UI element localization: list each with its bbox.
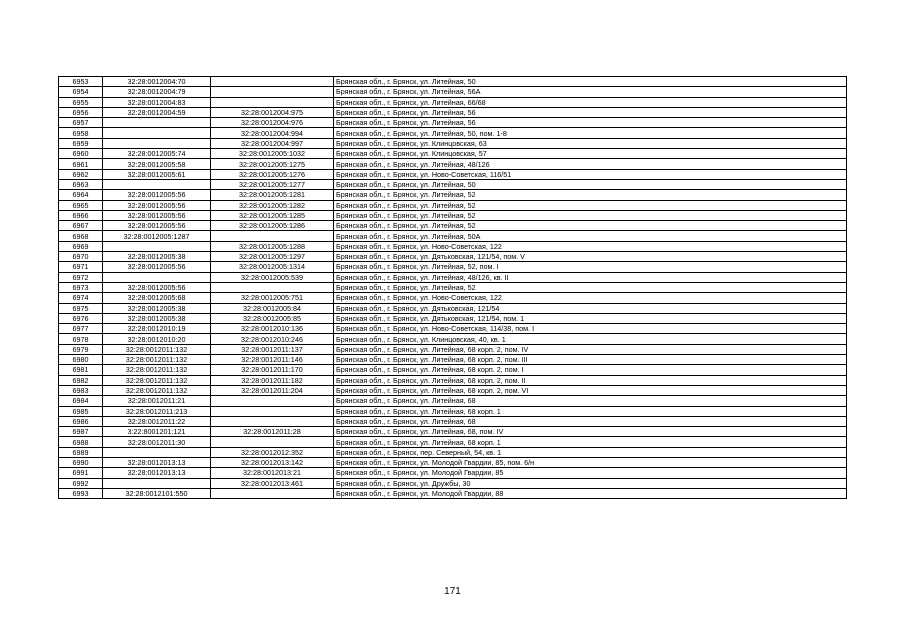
address-cell: Брянская обл., г. Брянск, ул. Литейная, 68 корп. 2, пом. VI [334,385,847,395]
row-number-cell: 6983 [59,385,103,395]
table-row [59,231,847,241]
cadastral-number-cell: 32:28:0012011:213 [103,406,211,416]
cadastral-number-cell: 32:28:0012005:61 [103,169,211,179]
address-cell: Брянская обл., г. Брянск, ул. Литейная, 52 [334,221,847,231]
cadastral-number-cell [103,128,211,138]
object-cadastral-number-cell [211,97,334,107]
address-cell: Брянская обл., г. Брянск, ул. Молодой Гвардии, 85, пом. 6/н [334,457,847,467]
row-number-cell: 6957 [59,118,103,128]
table-row [59,334,847,344]
cadastral-number-cell: 32:28:0012005:58 [103,159,211,169]
row-number-cell: 6979 [59,344,103,354]
object-cadastral-number-cell: 32:28:0012011:146 [211,355,334,365]
table-row [59,478,847,488]
object-cadastral-number-cell: 32:28:0012005:1297 [211,252,334,262]
cadastral-number-cell [103,179,211,189]
address-cell: Брянская обл., г. Брянск, ул. Клинцовская, 63 [334,138,847,148]
object-cadastral-number-cell: 32:28:0012005:539 [211,272,334,282]
table-row [59,427,847,437]
address-cell: Брянская обл., г. Брянск, ул. Литейная, 68 корп. 1 [334,437,847,447]
registry-table [58,76,847,499]
row-number-cell: 6953 [59,77,103,87]
cadastral-number-cell: 32:28:0012004:79 [103,87,211,97]
object-cadastral-number-cell: 32:28:0012005:1276 [211,169,334,179]
object-cadastral-number-cell: 32:28:0012010:136 [211,324,334,334]
row-number-cell: 6990 [59,457,103,467]
object-cadastral-number-cell: 32:28:0012011:204 [211,385,334,395]
address-cell: Брянская обл., г. Брянск, ул. Литейная, 68 [334,416,847,426]
table-row [59,282,847,292]
address-cell: Брянская обл., г. Брянск, ул. Ново-Советская, 116/51 [334,169,847,179]
table-row [59,437,847,447]
cadastral-number-cell: 32:28:0012004:70 [103,77,211,87]
object-cadastral-number-cell: 32:28:0012012:352 [211,447,334,457]
object-cadastral-number-cell [211,231,334,241]
cadastral-number-cell: 32:28:0012004:59 [103,107,211,117]
table-row [59,385,847,395]
row-number-cell: 6964 [59,190,103,200]
cadastral-number-cell: 32:28:0012011:30 [103,437,211,447]
address-cell: Брянская обл., г. Брянск, ул. Литейная, 52 [334,200,847,210]
row-number-cell: 6975 [59,303,103,313]
table-row [59,179,847,189]
address-cell: Брянская обл., г. Брянск, ул. Литейная, 50, пом. 1-8 [334,128,847,138]
row-number-cell: 6982 [59,375,103,385]
row-number-cell: 6980 [59,355,103,365]
object-cadastral-number-cell: 32:28:0012005:84 [211,303,334,313]
address-cell: Брянская обл., г. Брянск, ул. Литейная, 56А [334,87,847,97]
table-row [59,396,847,406]
cadastral-number-cell: 32:28:0012005:56 [103,200,211,210]
table-row [59,97,847,107]
table-row [59,375,847,385]
object-cadastral-number-cell: 32:28:0012005:1286 [211,221,334,231]
address-cell: Брянская обл., г. Брянск, ул. Дружбы, 30 [334,478,847,488]
address-cell: Брянская обл., г. Брянск, ул. Литейная, 68 корп. 2, пом. II [334,375,847,385]
object-cadastral-number-cell [211,406,334,416]
object-cadastral-number-cell: 32:28:0012005:1277 [211,179,334,189]
table-row [59,344,847,354]
cadastral-number-cell: 32:28:0012005:56 [103,262,211,272]
address-cell: Брянская обл., г. Брянск, ул. Литейная, 50 [334,179,847,189]
row-number-cell: 6977 [59,324,103,334]
cadastral-number-cell [103,272,211,282]
row-number-cell: 6966 [59,210,103,220]
object-cadastral-number-cell: 32:28:0012005:1275 [211,159,334,169]
cadastral-number-cell: 3:22:8001201:121 [103,427,211,437]
object-cadastral-number-cell: 32:28:0012011:28 [211,427,334,437]
table-row [59,447,847,457]
cadastral-number-cell: 32:28:0012011:132 [103,375,211,385]
object-cadastral-number-cell: 32:28:0012013:142 [211,457,334,467]
row-number-cell: 6955 [59,97,103,107]
row-number-cell: 6971 [59,262,103,272]
object-cadastral-number-cell [211,488,334,498]
table-row [59,406,847,416]
cadastral-number-cell: 32:28:0012005:56 [103,282,211,292]
table-row [59,468,847,478]
object-cadastral-number-cell: 32:28:0012013:21 [211,468,334,478]
address-cell: Брянская обл., г. Брянск, ул. Дятьковская, 121/54, пом. V [334,252,847,262]
table-row [59,107,847,117]
row-number-cell: 6984 [59,396,103,406]
table-row [59,128,847,138]
row-number-cell: 6972 [59,272,103,282]
object-cadastral-number-cell: 32:28:0012005:1281 [211,190,334,200]
table-row [59,77,847,87]
cadastral-number-cell [103,118,211,128]
row-number-cell: 6954 [59,87,103,97]
row-number-cell: 6961 [59,159,103,169]
address-cell: Брянская обл., г. Брянск, ул. Литейная, 52 [334,282,847,292]
row-number-cell: 6974 [59,293,103,303]
object-cadastral-number-cell: 32:28:0012005:1032 [211,149,334,159]
cadastral-number-cell: 32:28:0012011:132 [103,385,211,395]
object-cadastral-number-cell: 32:28:0012011:137 [211,344,334,354]
row-number-cell: 6985 [59,406,103,416]
table-row [59,87,847,97]
table-row [59,221,847,231]
object-cadastral-number-cell: 32:28:0012005:85 [211,313,334,323]
cadastral-number-cell: 32:28:0012005:56 [103,210,211,220]
table-row [59,241,847,251]
address-cell: Брянская обл., г. Брянск, ул. Литейная, 52 [334,190,847,200]
cadastral-number-cell: 32:28:0012013:13 [103,468,211,478]
object-cadastral-number-cell [211,87,334,97]
cadastral-number-cell [103,138,211,148]
object-cadastral-number-cell: 32:28:0012005:1285 [211,210,334,220]
address-cell: Брянская обл., г. Брянск, пер. Северный, 54, кв. 1 [334,447,847,457]
address-cell: Брянская обл., г. Брянск, ул. Литейная, 56 [334,107,847,117]
row-number-cell: 6988 [59,437,103,447]
address-cell: Брянская обл., г. Брянск, ул. Молодой Гвардии, 85 [334,468,847,478]
object-cadastral-number-cell: 32:28:0012005:1282 [211,200,334,210]
object-cadastral-number-cell: 32:28:0012013:461 [211,478,334,488]
table-row [59,303,847,313]
row-number-cell: 6987 [59,427,103,437]
row-number-cell: 6960 [59,149,103,159]
cadastral-number-cell: 32:28:0012010:20 [103,334,211,344]
cadastral-number-cell: 32:28:0012101:550 [103,488,211,498]
cadastral-number-cell: 32:28:0012011:22 [103,416,211,426]
cadastral-number-cell: 32:28:0012013:13 [103,457,211,467]
object-cadastral-number-cell: 32:28:0012005:1288 [211,241,334,251]
object-cadastral-number-cell [211,396,334,406]
object-cadastral-number-cell: 32:28:0012004:976 [211,118,334,128]
address-cell: Брянская обл., г. Брянск, ул. Литейная, 66/68 [334,97,847,107]
cadastral-number-cell: 32:28:0012011:132 [103,355,211,365]
table-row [59,138,847,148]
address-cell: Брянская обл., г. Брянск, ул. Литейная, 50 [334,77,847,87]
cadastral-number-cell: 32:28:0012010:19 [103,324,211,334]
address-cell: Брянская обл., г. Брянск, ул. Литейная, 68, пом. IV [334,427,847,437]
address-cell: Брянская обл., г. Брянск, ул. Ново-Советская, 122 [334,293,847,303]
address-cell: Брянская обл., г. Брянск, ул. Литейная, 56 [334,118,847,128]
cadastral-number-cell: 32:28:0012004:83 [103,97,211,107]
table-row [59,313,847,323]
address-cell: Брянская обл., г. Брянск, ул. Клинцовская, 57 [334,149,847,159]
cadastral-number-cell: 32:28:0012005:38 [103,313,211,323]
row-number-cell: 6986 [59,416,103,426]
registry-table-body [59,77,847,499]
row-number-cell: 6991 [59,468,103,478]
table-row [59,190,847,200]
address-cell: Брянская обл., г. Брянск, ул. Литейная, 52 [334,210,847,220]
address-cell: Брянская обл., г. Брянск, ул. Литейная, 50А [334,231,847,241]
cadastral-number-cell: 32:28:0012005:56 [103,190,211,200]
address-cell: Брянская обл., г. Брянск, ул. Литейная, 68 [334,396,847,406]
object-cadastral-number-cell: 32:28:0012005:751 [211,293,334,303]
table-row [59,200,847,210]
address-cell: Брянская обл., г. Брянск, ул. Литейная, 68 корп. 1 [334,406,847,416]
cadastral-number-cell [103,447,211,457]
row-number-cell: 6968 [59,231,103,241]
object-cadastral-number-cell [211,416,334,426]
cadastral-number-cell: 32:28:0012005:38 [103,252,211,262]
object-cadastral-number-cell: 32:28:0012011:170 [211,365,334,375]
address-cell: Брянская обл., г. Брянск, ул. Ново-Советская, 114/38, пом. I [334,324,847,334]
table-row [59,355,847,365]
address-cell: Брянская обл., г. Брянск, ул. Молодой Гвардии, 88 [334,488,847,498]
table-row [59,159,847,169]
row-number-cell: 6969 [59,241,103,251]
row-number-cell: 6992 [59,478,103,488]
row-number-cell: 6967 [59,221,103,231]
table-row [59,416,847,426]
row-number-cell: 6978 [59,334,103,344]
object-cadastral-number-cell: 32:28:0012011:182 [211,375,334,385]
object-cadastral-number-cell: 32:28:0012004:994 [211,128,334,138]
table-row [59,272,847,282]
row-number-cell: 6962 [59,169,103,179]
cadastral-number-cell [103,478,211,488]
row-number-cell: 6970 [59,252,103,262]
table-row [59,169,847,179]
address-cell: Брянская обл., г. Брянск, ул. Литейная, 48/126 [334,159,847,169]
address-cell: Брянская обл., г. Брянск, ул. Литейная, 52, пом. I [334,262,847,272]
address-cell: Брянская обл., г. Брянск, ул. Ново-Советская, 122 [334,241,847,251]
address-cell: Брянская обл., г. Брянск, ул. Литейная, 68 корп. 2, пом. I [334,365,847,375]
address-cell: Брянская обл., г. Брянск, ул. Литейная, 68 корп. 2, пом. IV [334,344,847,354]
table-row [59,118,847,128]
address-cell: Брянская обл., г. Брянск, ул. Клинцовская, 40, кв. 1 [334,334,847,344]
object-cadastral-number-cell: 32:28:0012010:246 [211,334,334,344]
address-cell: Брянская обл., г. Брянск, ул. Литейная, 68 корп. 2, пом. III [334,355,847,365]
page-number: 171 [444,586,461,597]
cadastral-number-cell: 32:28:0012005:74 [103,149,211,159]
address-cell: Брянская обл., г. Брянск, ул. Дятьковская, 121/54 [334,303,847,313]
row-number-cell: 6993 [59,488,103,498]
cadastral-number-cell [103,241,211,251]
row-number-cell: 6981 [59,365,103,375]
object-cadastral-number-cell [211,437,334,447]
cadastral-number-cell: 32:28:0012011:132 [103,365,211,375]
row-number-cell: 6963 [59,179,103,189]
table-row [59,488,847,498]
cadastral-number-cell: 32:28:0012005:68 [103,293,211,303]
table-row [59,262,847,272]
object-cadastral-number-cell: 32:28:0012005:1314 [211,262,334,272]
cadastral-number-cell: 32:28:0012011:21 [103,396,211,406]
table-row [59,293,847,303]
row-number-cell: 6973 [59,282,103,292]
table-row [59,149,847,159]
row-number-cell: 6976 [59,313,103,323]
table-row [59,252,847,262]
object-cadastral-number-cell [211,77,334,87]
object-cadastral-number-cell: 32:28:0012004:975 [211,107,334,117]
row-number-cell: 6959 [59,138,103,148]
table-row [59,210,847,220]
row-number-cell: 6989 [59,447,103,457]
table-row [59,324,847,334]
address-cell: Брянская обл., г. Брянск, ул. Литейная, 48/126, кв. II [334,272,847,282]
cadastral-number-cell: 32:28:0012005:1287 [103,231,211,241]
object-cadastral-number-cell: 32:28:0012004:997 [211,138,334,148]
row-number-cell: 6956 [59,107,103,117]
table-row [59,457,847,467]
cadastral-number-cell: 32:28:0012011:132 [103,344,211,354]
object-cadastral-number-cell [211,282,334,292]
row-number-cell: 6958 [59,128,103,138]
address-cell: Брянская обл., г. Брянск, ул. Дятьковская, 121/54, пом. 1 [334,313,847,323]
row-number-cell: 6965 [59,200,103,210]
cadastral-number-cell: 32:28:0012005:38 [103,303,211,313]
table-row [59,365,847,375]
cadastral-number-cell: 32:28:0012005:56 [103,221,211,231]
